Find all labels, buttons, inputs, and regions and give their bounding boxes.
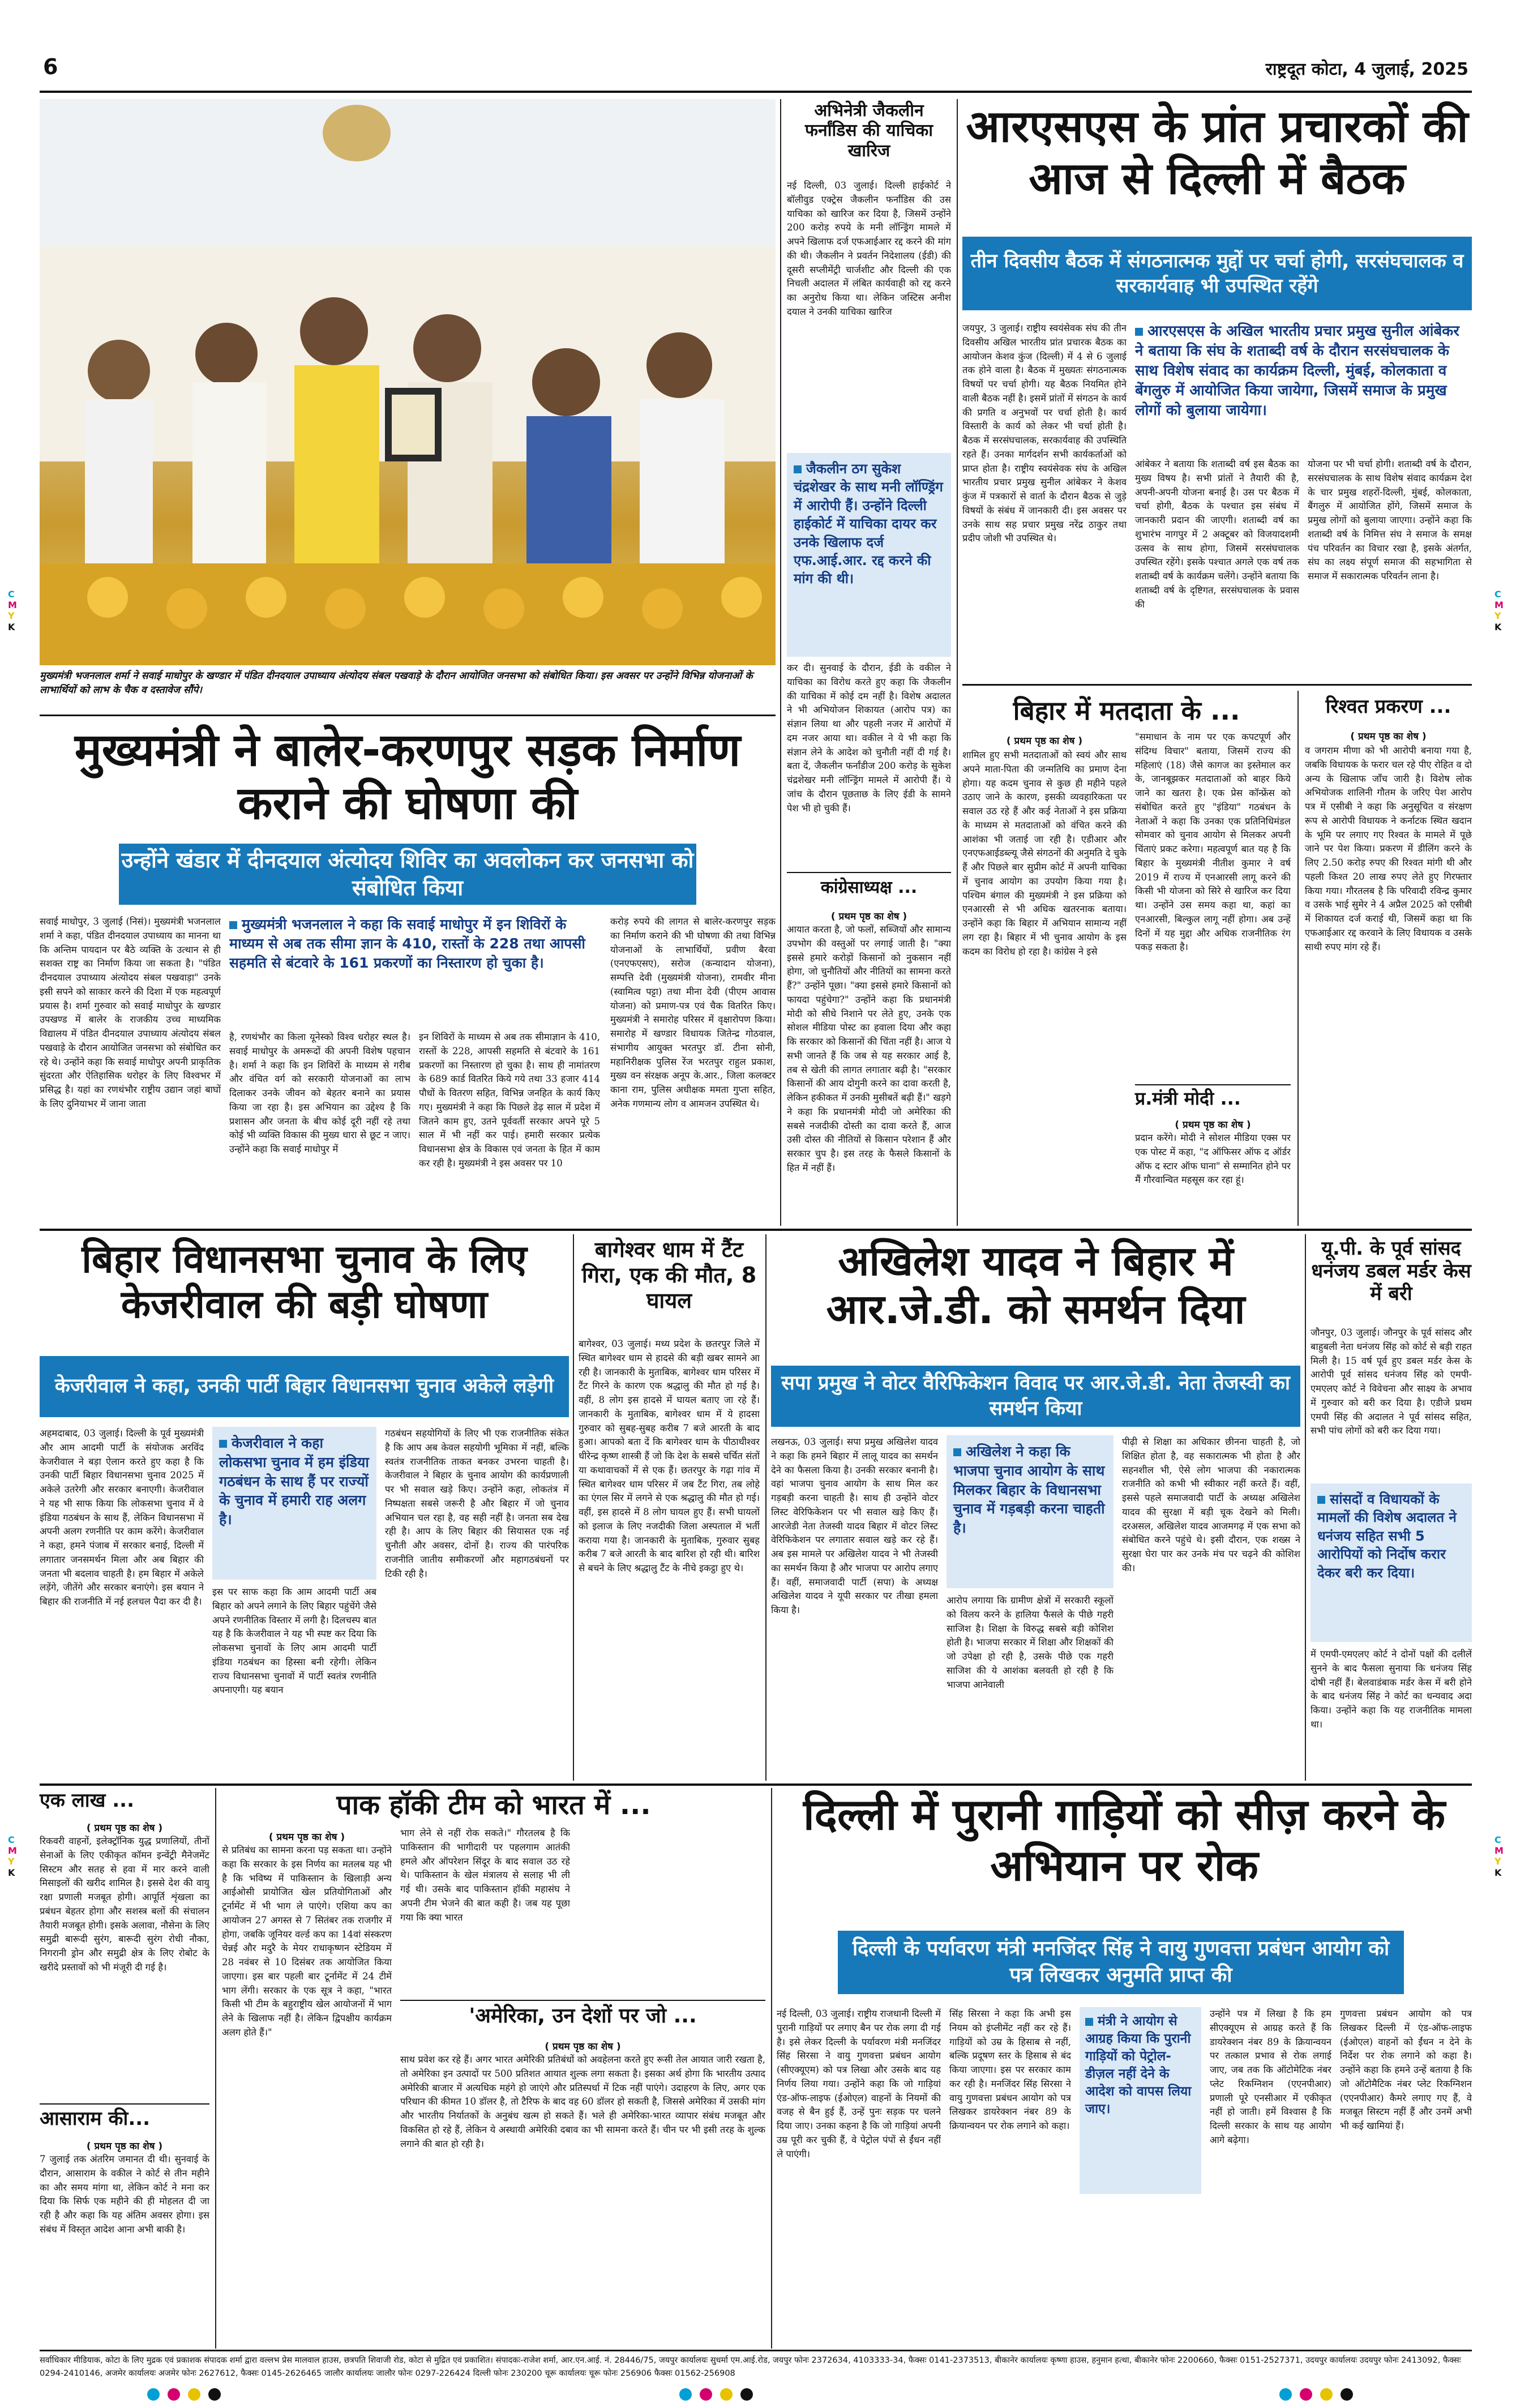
date-line: राष्ट्रदूत कोटा, 4 जुलाई, 2025 (1265, 59, 1468, 79)
delhi-vehicles-col3: उन्होंने पत्र में लिखा है कि हम सीएक्यूएम से आग्रह करते हैं कि डायरेक्शन नंबर 89 के क्रियान्वयन पर तत्काल प्रभाव से रोक लगाई जाए, जब तक कि ऑटोमेटिक नंबर प्लेट रिकग्निशन (एएनपीआर) प्रणाली पूरे एनसीआर में एकीकृत नहीं हो जाती। हमें विश्वास है कि दिल्ली सरकार के साथ यह आयोग आगे बढ़ेगा। (1210, 2008, 1331, 2145)
kejriwal-pull-quote: केजरीवाल ने कहा लोकसभा चुनाव में हम इंडिया गठबंधन के साथ हैं पर राज्यों के चुनाव में हमारी राह अलग है। (212, 1427, 376, 1580)
page-number: 6 (43, 54, 58, 79)
rule-above-america (400, 2000, 765, 2001)
delhi-vehicles-col4: गुणवत्ता प्रबंधन आयोग को पत्र लिखकर दिल्ली में एंड-ऑफ-लाइफ (ईओएल) वाहनों को ईंधन न देने के निर्देश पर रोक लगाने को कहा है। उन्होंने कहा कि हमने उन्हें बताया है कि जो ऑटोमैटिक नंबर प्लेट रिकग्निशन (एएनपीआर) कैमरे लगाए गए हैं, वे मजबूत सिस्टम नहीं हैं और उनमें अभी भी कई खामियां हैं। (1340, 2008, 1472, 2131)
pm-modi-body: प्रदान करेंगे। मोदी ने सोशल मीडिया एक्स पर एक पोस्ट में कहा, "द ऑफिसर ऑफ द ऑर्डर ऑफ द स्टार ऑफ घाना" से सम्मानित होने पर मैं गौरवान्वित महसूस कर रहा हूं। (1135, 1132, 1291, 1186)
cm-body-col2: है, रणथंभौर का किला यूनेस्को विश्व धरोहर स्थल है। सवाई माधोपुर के अमरूदों की अपनी विशेष पहचान है। शर्मा ने कहा कि इन शिविरों के माध्यम से गरीब और वंचित वर्ग को सरकारी योजनाओं का लाभ दिलाकर उनके जीवन को बेहतर बनाने का प्रयास किया जा रहा है। इस अभियान का उद्देश्य है कि प्रशासन और जनता के बीच कोई दूरी नहीं रहे तथा कोई भी व्यक्ति विकास की मुख्य धारा से छूट न जाए। उन्होंने कहा कि सवाई माधोपुर में (229, 1032, 410, 1154)
delhi-vehicles-col1: नई दिल्ली, 03 जुलाई। राष्ट्रीय राजधानी दिल्ली में पुरानी गाड़ियों पर लगाए बैन पर रोक लगा दी गई है। इसे लेकर दिल्ली के पर्यावरण मंत्री मनजिंदर सिंह सिरसा ने वायु गुणवत्ता प्रबंधन आयोग (सीएक्यूएम) को पत्र लिखा और उसके बाद यह निर्णय लिया गया। उन्होंने कहा कि जो गाड़ियां एंड-ऑफ-लाइफ (ईओएल) वाहनों के नियमों की वजह से बैन हुई हैं, उन्हें पुनः सड़क पर चलने दिया जाए। उनका कहना है कि जो गाड़ियां अपनी उम्र पूरी कर चुकी हैं, वे पेट्रोल पंपों से ईंधन नहीं ले पाएंगी। (777, 2008, 941, 2159)
bihar-voter-kicker: ( प्रथम पृष्ठ का शेष ) (1006, 735, 1083, 747)
color-bar-center (679, 2388, 753, 2401)
delhi-vehicles-subhead: दिल्ली के पर्यावरण मंत्री मनजिंदर सिंह ने वायु गुणवत्ता प्रबंधन आयोग को पत्र लिखकर अनुमति प्राप्त की (838, 1931, 1404, 1994)
cm-subhead: उन्होंने खंडार में दीनदयाल अंत्योदय शिविर का अवलोकन कर जनसभा को संबोधित किया (119, 844, 696, 905)
hockey-kicker: ( प्रथम पृष्ठ का शेष ) (268, 1832, 345, 1843)
rishwat-headline: रिश्वत प्रकरण ... (1325, 695, 1451, 718)
rss-pull-quote: आरएसएस के अखिल भारतीय प्रचार प्रमुख सुनील आंबेकर ने बताया कि संघ के शताब्दी वर्ष के दौरान सरसंघचालक के साथ विशेष संवाद का कार्यक्रम दिल्ली, मुंबई, कोलकाता व बेंगलुरु में आयोजित किया जायेगा, जिसमें समाज के प्रमुख लोगों को बुलाया जायेगा। (1135, 322, 1472, 452)
rule-above-asaram (40, 2103, 209, 2105)
divider-rishwat (1297, 691, 1299, 1226)
hockey-headline: पाक हॉकी टीम को भारत में ... (336, 1789, 651, 1821)
cm-body-col4: करोड़ रुपये की लागत से बालेर-करणपुर सड़क का निर्माण कराने की भी घोषणा की तथा विभिन्न योजनाओं के लाभार्थियों, प्रवीण बैरवा (एनएफएसए), सरोज (कन्यादान योजना), सम्पत्ति देवी (मुख्यमंत्री योजना), रामवीर मीना (स्वामित्व पट्टा) तथा मीना देवी (पीएम आवास योजना) को प्रमाण-पत्र एवं चैक वितरित किए। मुख्यमंत्री ने समारोह परिसर में वृक्षारोपण किया। समारोह में खण्डार विधायक जितेन्द्र गोठवाल, संभागीय आयुक्त भरतपुर डॉ. टीना सोनी, महानिरीक्षक पुलिस रेंज भरतपुर राहुल प्रकाश, मुख्य वन संरक्षक अनूप के.आर., जिला कलक्टर काना राम, पुलिस अधीक्षक ममता गुप्ता सहित, अनेक गणमान्य लोग व आमजन उपस्थित थे। (610, 916, 776, 1109)
color-bar-right (1279, 2388, 1353, 2401)
rss-body-col3: योजना पर भी चर्चा होगी। शताब्दी वर्ष के दौरान, सरसंघचालक के साथ विशेष संवाद कार्यक्रम देश के चार प्रमुख शहरों-दिल्ली, मुंबई, कोलकाता, बैंगलुरु में आयोजित होंगे, जिसमें समाज के प्रमुख लोगों को बुलाया जाएगा। उन्होंने कहा कि शताब्दी वर्ष के निमित्त संघ ने समाज के समक्ष पंच परिवर्तन का विचार रखा है, इसके अंतर्गत, संघ का लक्ष्य संपूर्ण समाज की सहभागिता से समाज में सकारात्मक परिवर्तन लाना है। (1308, 459, 1472, 581)
registration-marks-left: C M Y K (8, 589, 17, 632)
delhi-vehicles-headline: दिल्ली में पुरानी गाड़ियों को सीज़ करने के अभियान पर रोक (803, 1789, 1446, 1891)
america-headline: 'अमेरिका, उन देशों पर जो ... (469, 2004, 697, 2028)
kejriwal-headline: बिहार विधानसभा चुनाव के लिए केजरीवाल की बड़ी घोषणा (82, 1237, 527, 1328)
footer-imprint: सर्वाधिकार मीडियाक, कोटा के लिए मुद्रक एवं प्रकाशक संपादक शर्मा द्वारा वल्लभ प्रेस मालवाल हाउस, छत्रपति शिवाजी रोड, कोटा से मुद्रित एवं प्रकाशित। संपादकः-राजेश शर्मा, आर.एन.आई. नं. 28446/75, जयपुर कार्यालयः सुधर्मा एम.आई.रोड, जयपुर फोनः 2372634, 4103333-34, फैक्सः 0141-2373513, बीकानेर कार्यालयः कृष्णा हाउस, हनुमान हत्था, बीकानेर फोनः 2200660, फैक्सः 0151-2527371, उदयपुर कार्यालयः उदयपुर फोनः 2413092, फैक्सः 0294-2410146, अजमेर कार्यालयः अजमेर फोनः 2627612, फैक्सः 0145-2626465 जालौर कार्यालयः जालौर फोनः 0297-226424 दिल्ली फोनः 230200 चूरू कार्यालयः चूरू फोनः 256906 फैक्सः 01562-256908 (40, 2356, 1461, 2379)
jacqueline-body: नई दिल्ली, 03 जुलाई। दिल्ली हाईकोर्ट ने बॉलीवुड एक्ट्रेस जैकलीन फर्नांडिस की उस याचिका को खारिज कर दिया है, जिसमें उन्होंने 200 करोड़ रुपये के मनी लॉन्ड्रिंग मामले में अपने खिलाफ दर्ज एफआईआर रद्द करने की मांग की थी। जैकलीन ने प्रवर्तन निदेशालय (ईडी) की दूसरी सप्लीमेंट्री चार्जशीट और दिल्ली की एक निचली अदालत में लंबित कार्यवाही को रद्द करने का अनुरोध किया था। लेकिन जस्टिस अनीश दयाल ने उनकी याचिका खारिज (787, 180, 951, 317)
rule-under-rss (962, 684, 1472, 686)
kejriwal-subhead: केजरीवाल ने कहा, उनकी पार्टी बिहार विधानसभा चुनाव अकेले लड़ेगी (40, 1356, 569, 1417)
kejriwal-body-col1: अहमदाबाद, 03 जुलाई। दिल्ली के पूर्व मुख्यमंत्री और आम आदमी पार्टी के संयोजक अरविंद केजरीवाल ने बड़ा ऐलान करते हुए कहा है कि उनकी पार्टी बिहार विधानसभा चुनाव 2025 में अकेले उतरेगी और सरकार बनाएगी। केजरीवाल ने यह भी साफ किया कि लोकसभा चुनाव में वे इंडिया गठबंधन के साथ हैं, लेकिन विधानसभा में अपनी अलग रणनीति पर काम करेंगे। केजरीवाल ने कहा, हमने पंजाब में सरकार बनाई, दिल्ली में लगातार जनसमर्थन मिला और अब बिहार की जनता भी बदलाव चाहती है। हम बिहार में अकेले लड़ेंगे, जीतेंगे और सरकार बनाएंगे। इस बयान ने बिहार की राजनीति में नई हलचल पैदा कर दी है। (40, 1428, 204, 1607)
divider-jacqueline-left (780, 99, 781, 1226)
congress-headline: कांग्रेसाध्यक्ष ... (820, 878, 918, 897)
ek-lakh-kicker: ( प्रथम पृष्ठ का शेष ) (86, 1823, 163, 1834)
rule-under-jacqueline (787, 872, 951, 873)
akhilesh-body-col1: लखनऊ, 03 जुलाई। सपा प्रमुख अखिलेश यादव ने कहा कि हमने बिहार में लालू यादव का समर्थन देने का फैसला किया है। उनकी सरकार बनानी है। वहां भाजपा चुनाव आयोग के साथ मिल कर गड़बड़ी करना चाहती है। साथ ही उन्होंने वोटर लिस्ट वेरिफिकेशन पर भी सवाल खड़े किए हैं। आरजेडी नेता तेजस्वी यादव बिहार में वोटर लिस्ट वेरिफिकेशन पर लगातार सवाल खड़े कर रहे हैं। अब इस मामले पर अखिलेश यादव ने भी तेजस्वी का समर्थन किया है और भाजपा पर आरोप लगाए हैं। वहीं, समाजवादी पार्टी (सपा) के अध्यक्ष अखिलेश यादव ने यूपी सरकार पर तीखा हमला किया है। (771, 1436, 938, 1615)
america-kicker: ( प्रथम पृष्ठ का शेष ) (545, 2041, 621, 2052)
asaram-headline: आसाराम की... (40, 2107, 151, 2130)
cm-body-col3: इन शिविरों के माध्यम से अब तक सीमाज्ञान के 410, रास्तों के 228, आपसी सहमति से बंटवारे के 161 प्रकरणों का निस्तारण हो चुका है। साथ ही नामांतरण के 689 कार्ड वितरित किये गये तथा 33 हजार 414 पौधों के वितरण सहित, विभिन्न जनहित के कार्य किए गए। मुख्यमंत्री ने कहा कि पिछले डेढ़ साल में प्रदेश में जितने काम हुए, उतने पूर्ववर्ती सरकार अपने पूरे 5 साल में भी नहीं कर पाई। हमारी सरकार प्रत्येक विधानसभा क्षेत्र के विकास एवं जनता के हित में काम कर रही है। मुख्यमंत्री ने इस अवसर पर 10 (419, 1032, 600, 1169)
jacqueline-headline: अभिनेत्री जैकलीन फर्नांडिस की याचिका खारिज (804, 101, 933, 161)
up-mp-headline: यू.पी. के पूर्व सांसद धनंजय डबल मर्डर केस में बरी (1311, 1237, 1471, 1306)
rishwat-kicker: ( प्रथम पृष्ठ का शेष ) (1350, 731, 1427, 742)
header-rule (40, 91, 1472, 93)
divider-hockey-left (215, 1788, 216, 2349)
up-mp-pull-quote: सांसदों व विधायकों के मामलों की विशेष अदालत ने धनंजय सहित सभी 5 आरोपियों को निर्दोष करार देकर बरी कर दिया। (1311, 1483, 1472, 1642)
kejriwal-body-col3: गठबंधन सहयोगियों के लिए भी एक राजनीतिक संकेत है कि आप अब केवल सहयोगी भूमिका में नहीं, बल्कि स्वतंत्र राजनीतिक ताकत बनकर उभरना चाहती है। केजरीवाल ने बिहार के चुनाव आयोग की कार्यप्रणाली पर भी सवाल खड़े किए। उन्होंने कहा, लोकतंत्र में निष्पक्षता सबसे जरूरी है और बिहार में जो चुनाव अभियान चल रहा है, वह सही नहीं है। जनता सब देख रही है। आप के लिए बिहार की सियासत एक नई चुनौती और अवसर, दोनों है। राज्य की पारंपरिक राजनीति जातीय समीकरणों और महागठबंधनों पर टिकी रही है। (385, 1428, 569, 1579)
america-body: साथ प्रवेश कर रहे हैं। अगर भारत अमेरिकी प्रतिबंधों को अवहेलना करते हुए रूसी तेल आयात जारी रखता है, तो अमेरिका इन उत्पादों पर 500 प्रतिशत आयात शुल्क लगा सकता है। इसका अर्थ होगा कि भारतीय उत्पाद अमेरिकी बाजार में अत्यधिक महंगे हो जाएंगे और प्रतिस्पर्धा में टिक नहीं पाएंगे। उदाहरण के लिए, अगर एक परिधान की कीमत 10 डॉलर है, तो टैरिफ के बाद वह 60 डॉलर हो सकती है, जिससे अमेरिका में उसकी मांग और भारतीय निर्यातकों के अनुबंध खत्म हो सकते हैं। भले ही अमेरिका-भारत व्यापार संबंध मजबूत और विकसित हो रहे हैं, लेकिन ये अस्थायी अमेरिकी दबाव का भी सामना करते हैं। चीन पर भी इसी तरह के शुल्क लगाने की बात हो रही है। (400, 2054, 765, 2149)
jacqueline-pull-quote: जैकलीन ठग सुकेश चंद्रशेखर के साथ मनी लॉण्ड्रिंग में आरोपी हैं। उन्होंने दिल्ली हाईकोर्ट में याचिका दायर कर उनके खिलाफ दर्ज एफ.आई.आर. रद्द करने की मांग की थी। (787, 453, 951, 657)
divider-up-mp (1305, 1234, 1306, 1781)
akhilesh-pull-quote: अखिलेश ने कहा कि भाजपा चुनाव आयोग के साथ मिलकर बिहार के विधानसभा चुनाव में गड़बड़ी करना चाहती है। (947, 1435, 1114, 1588)
rule-under-photo (40, 715, 776, 716)
ek-lakh-body: रिकवरी वाहनों, इलेक्ट्रॉनिक युद्ध प्रणालियों, तीनों सेनाओं के लिए एकीकृत कॉमन इन्वेंट्री मैनेजमेंट सिस्टम और सतह से हवा में मार करने वाली मिसाइलों की खरीद शामिल है। इससे देश की वायु रक्षा प्रणाली मजबूत होगी। आपूर्ति शृंखला का प्रबंधन बेहतर होगा और सशस्त्र बलों की संचालन तैयारी मजबूत होगी। इसके अलावा, नौसेना के लिए समुद्री बारूदी सुरंग, बारूदी सुरंग रोधी नौका, निगरानी ड्रोन और समुद्री क्षेत्र के लिए रोबोट के खरीदे प्रस्तावों को भी मंजूरी दी गई है। (40, 1836, 209, 1973)
akhilesh-body-col2: आरोप लगाया कि ग्रामीण क्षेत्रों में सरकारी स्कूलों को विलय करने के हालिया फैसले के पीछे गहरी साजिश है। शिक्षा के विरुद्ध सबसे बड़ी कोशिश होती है। भाजपा सरकार में शिक्षा और शिक्षकों की जो उपेक्षा हो रही है, उसके पीछे एक गहरी साजिश की ये आशंका बलवती हो रही है कि भाजपा आनेवाली (947, 1595, 1114, 1690)
bageshwar-body: बागेश्वर, 03 जुलाई। मध्य प्रदेश के छतरपुर जिले में स्थित बागेश्वर धाम से हादसे की बड़ी खबर सामने आ रही है। जानकारी के मुताबिक, बागेश्वर धाम परिसर में टैंट गिरने के कारण एक श्रद्धालु की मौत हो गई है। वहीं, 8 लोग इस हादसे में घायल बताए जा रहे हैं। जानकारी के मुताबिक, बागेश्वर धाम में ये हादसा गुरुवार को सुबह-सुबह करीब 7 बजे आरती के बाद हुआ। आपको बता दें कि बागेश्वर धाम के पीठाधीश्वर धीरेन्द्र कृष्ण शास्त्री हैं जो कि देश के सबसे चर्चित संतों या कथावाचकों में से एक हैं। छतरपुर के गढ़ा गांव में स्थित बागेश्वर धाम परिसर में जब टैंट गिरा, तब लोहे का एंगल सिर में लगने से एक श्रद्धालु की मौत हो गई। वहीं, इस हादसे में 8 लोग घायल हुए हैं। सभी घायलों को इलाज के लिए नजदीकी जिला अस्पताल में भर्ती कराया गया है। जानकारी के मुताबिक, गुरुवार सुबह करीब 7 बजे आरती के बाद बारिश हो रही थी। बारिश से बचने के लिए श्रद्धालु टैंट के नीचे इकट्ठा हुए थे। (579, 1338, 760, 1573)
pm-modi-kicker: ( प्रथम पृष्ठ का शेष ) (1175, 1119, 1251, 1131)
akhilesh-subhead: सपा प्रमुख ने वोटर वैरिफिकेशन विवाद पर आर.जे.डी. नेता तेजस्वी का समर्थन किया (771, 1366, 1300, 1427)
akhilesh-body-col3: पीढ़ी से शिक्षा का अधिकार छीनना चाहती है, जो शिक्षित होता है, वह सकारात्मक भी होता है और सहनशील भी, ऐसे लोग भाजपा की नकारात्मक राजनीति को कभी भी स्वीकार नहीं करते हैं। वहीं, इससे पहले समाजवादी पार्टी के अध्यक्ष अखिलेश यादव की सुरक्षा में बड़ी चूक देखने को मिली। दरअसल, अखिलेश यादव आजमगढ़ में एक सभा को संबोधित करने पहुंचे थे। इसी दौरान, एक शख्स ने सुरक्षा घेरा पार कर उनके मंच पर चढ़ने की कोशिश की। (1122, 1436, 1300, 1573)
up-mp-body-2: में एमपी-एमएलए कोर्ट ने दोनों पक्षों की दलीलें सुनने के बाद फैसला सुनाया कि धनंजय सिंह दोषी नहीं हैं। बेलवाडंबाक मर्डर केस में बरी होने के बाद धनंजय सिंह ने कोर्ट का धन्यवाद अदा किया। उन्होंने कहा कि यह राजनीतिक मामला था। (1311, 1649, 1472, 1730)
asaram-kicker: ( प्रथम पृष्ठ का शेष ) (86, 2141, 163, 2152)
rss-body-col2: आंबेकर ने बताया कि शताब्दी वर्ष इस बैठक का मुख्य विषय है। सभी प्रांतों ने तैयारी की है, अपनी-अपनी योजना बनाई है। उस पर बैठक में चर्चा होगी, बैठक के पश्चात इस संबंध में जानकारी प्रदान की जाएगी। शताब्दी वर्ष का शुभारंभ नागपुर में 2 अक्टूबर को विजयादशमी उत्सव के साथ होगा, जिसमें सरसंघचालक उपस्थित रहेंगे। इसके पश्चात अगले एक वर्ष तक शताब्दी वर्ष के कार्यक्रम चलेंगे। उन्होंने बताया कि शताब्दी वर्ष के दृष्टिगत, सरसंघचालक के प्रवास की (1135, 459, 1299, 610)
divider-bageshwar-left (573, 1234, 574, 1781)
page-header (40, 50, 1472, 89)
rss-headline: आरएसएस के प्रांत प्रचारकों की आज से दिल्ली में बैठक (966, 101, 1468, 205)
cm-pull-quote: मुख्यमंत्री भजनलाल ने कहा कि सवाई माधोपुर में इन शिविरों के माध्यम से अब तक सीमा ज्ञान के 410, रास्तों के 228 तथा आपसी सहमति से बंटवारे के 161 प्रकरणों का निस्तारण हो चुका है। (229, 915, 603, 1023)
rule-above-pm-modi (1135, 1084, 1291, 1085)
bihar-voter-col1: शामिल हुए सभी मतदाताओं को स्वयं और साथ अपने माता-पिता की जन्मतिथि का प्रमाण देना होगा। यह कदम चुनाव से कुछ ही महीने पहले उठाए जाने के कारण, इसकी व्यवहारिकता पर सवाल उठ रहे हैं और कई नेताओं ने इस प्रक्रिया के माध्यम से मतदाताओं को वंचित करने की आशंका भी जताई जा रही है। एडीआर और एनएफआईडब्ल्यू जैसे संगठनों की अनुमति दे चुके हैं और पिछले बार सुप्रीम कोर्ट में अपनी याचिका में चुनाव आयोग का उपयोग किया गया है। पश्चिम बंगाल की मुख्यमंत्री ने इस प्रक्रिया को एनआरसी से भी अधिक खतरनाक बताया। उन्होंने कहा कि बिहार में अभियान सामान्य नहीं लग रहा है। बिहार में भी चुनाव आयोग के इस कदम का विरोध हो रहा है। कांग्रेस ने इसे (962, 750, 1127, 957)
delhi-vehicles-col2: सिंह सिरसा ने कहा कि अभी इस नियम को इंप्लीमेंट नहीं कर रहे हैं। गाड़ियों को उम्र के हिसाब से नहीं, बल्कि प्रदूषण स्तर के हिसाब से बंद किया जाएगा। इस पर सरकार काम कर रही है। मनजिंदर सिंह सिरसा ने वायु गुणवत्ता प्रबंधन आयोग को पत्र लिखकर डायरेक्शन नंबर 89 के क्रियान्वयन पर रोक लगाने को कहा। (949, 2008, 1071, 2131)
jacqueline-body-2: कर दी। सुनवाई के दौरान, ईडी के वकील ने याचिका का विरोध करते हुए कहा कि जैकलीन की याचिका में कोई दम नहीं है। विशेष अदालत ने भी अभियोजन शिकायत (आरोप पत्र) का संज्ञान लिया था और पहली नजर में आरोपों में दम नजर आया था। वकील ने ये भी कहा कि संज्ञान लेने के आदेश को चुनौती नहीं दी गई है। बता दें, जैकलीन फर्नांडीज 200 करोड़ के सुकेश चंद्रशेखर मनी लॉन्ड्रिंग मामले में आरोपी हैं। ये जांच के दौरान पूछताछ के लिए ईडी के सामने पेश भी हो चुकी हैं। (787, 662, 951, 814)
registration-marks-right-2: C M Y K (1494, 1834, 1504, 1878)
registration-marks-left-2: C M Y K (8, 1834, 17, 1878)
ek-lakh-headline: एक लाख ... (40, 1789, 135, 1812)
rss-body-col1: जयपुर, 3 जुलाई। राष्ट्रीय स्वयंसेवक संघ की तीन दिवसीय अखिल भारतीय प्रांत प्रचारक बैठक का आयोजन केशव कुंज (दिल्ली) में 4 से 6 जुलाई तक होने वाला है। बैठक में मुख्यतः संगठनात्मक विषयों पर चर्चा होगी। यह बैठक नियमित होने वाली बैठक नहीं है। इसमें प्रांतों में संगठन के कार्य की प्रगति व अनुभवों पर चर्चा होती है। कार्य विस्तारी के कार्य को लेकर भी चर्चा होती है। बैठक में सरसंघचालक, सरकार्यवाह की उपस्थिति रहते हैं। उनका मार्गदर्शन सभी कार्यकर्ताओं को प्राप्त होता है। राष्ट्रीय स्वयंसेवक संघ के अखिल भारतीय प्रचार प्रमुख सुनील आंबेकर ने केशव कुंज में पत्रकारों से वार्ता के दौरान बैठक से जुड़े विषयों के संबंध में जानकारी दी। इस अवसर पर उनके साथ सह प्रचार प्रमुख नरेंद्र ठाकुर तथा प्रदीप जोशी भी उपस्थित थे। (962, 323, 1127, 544)
cm-event-photo (40, 99, 776, 665)
pm-modi-headline: प्र.मंत्री मोदी ... (1135, 1088, 1241, 1109)
congress-kicker: ( प्रथम पृष्ठ का शेष ) (830, 911, 907, 922)
lower-page-rule (40, 1783, 1472, 1786)
kejriwal-body-col2: इस पर साफ कहा कि आम आदमी पार्टी अब बिहार को अपने लगाने के लिए बिहार पहुंचेंगे जैसे अपने रणनीतिक विस्तार में लगी है। दिलचस्प बात यह है कि केजरीवाल ने यह भी स्पष्ट कर दिया कि लोकसभा चुनावों के लिए आम आदमी पार्टी इंडिया गठबंधन का हिस्सा बनी रहेगी। लेकिन राज्य विधानसभा चुनावों में पार्टी स्वतंत्र रणनीति अपनाएगी। यह बयान (212, 1586, 376, 1696)
footer-rule (40, 2350, 1472, 2351)
hockey-body-col1: से प्रतिबंध का सामना करना पड़ सकता था। उन्होंने कहा कि सरकार के इस निर्णय का मतलब यह भी है कि भविष्य में पाकिस्तान के खिलाड़ी अन्य आईओसी प्रायोजित खेल प्रतियोगिताओं और टूर्नामेंट में भी भाग ले पाएंगे। एशिया कप का आयोजन 27 अगस्त से 7 सितंबर तक राजगीर में होगा, जबकि जूनियर वर्ल्ड कप का 14वां संस्करण चेन्नई और मदुरै के मेयर राधाकृष्णन स्टेडियम में 28 नवंबर से 10 दिसंबर तक आयोजित किया जाएगा। इस बार पहली बार टूर्नामेंट में 24 टीमें भाग लेंगी। सरकार के एक सूत्र ने कहा, "भारत किसी भी टीम के बहुराष्ट्रीय खेल आयोजनों में भाग लेने के खिलाफ नहीं है। लेकिन द्विपक्षीय कार्यक्रम अलग होते हैं।" (222, 1845, 392, 2038)
bihar-voter-col2: "समाधान के नाम पर एक कपटपूर्ण और संदिग्ध विचार" बताया, जिसमें राज्य की महिलाएं (18) जैसे कागज का इस्तेमाल कर के, जानबूझकर मतदाताओं को बाहर किये जाने का खतरा है। एक प्रेस कॉन्फ्रेंस को संबोधित करते हुए "इंडिया" गठबंधन के नेताओं ने कहा कि उनका एक प्रतिनिधिमंडल सोमवार को चुनाव आयोग से मिलकर अपनी चिंताएं प्रकट करेगा। महत्वपूर्ण बात यह है कि बिहार के मुख्यमंत्री नीतीश कुमार ने वर्ष 2019 में राज्य में एनआरसी लागू करने की किसी भी योजना को सिरे से खारिज कर दिया था। उन्होंने उस समय कहा था, कहां का एनआरसी, बिल्कुल लागू नहीं होगा। अब उन्हें दिनों में यह मुद्दा और अधिक राजनीतिक रंग पकड़ सकता है। (1135, 732, 1291, 953)
up-mp-body: जौनपुर, 03 जुलाई। जौनपुर के पूर्व सांसद और बाहुबली नेता धनंजय सिंह को कोर्ट से बड़ी राहत मिली है। 15 वर्ष पूर्व हुए डबल मर्डर केस के आरोपी पूर्व सांसद धनंजय सिंह को एमपी-एमएलए कोर्ट ने विवेचना और साक्ष्य के अभाव में गुरुवार को बरी कर दिया है। एडीजे प्रथम एमपी सिंह की अदालत ने पूर्व सांसद सहित, सभी पांच लोगों को बरी कर दिया गया। (1311, 1327, 1472, 1436)
congress-body: आयात करता है, जो फलों, सब्जियों और सामान्य उपभोग की वस्तुओं पर लगाई जाती है। "क्या इससे हमारे करोड़ों किसानों को नुकसान नहीं होगा, जो चुनौतियों और नीतियों का सामना करते हैं?" उन्होंने पूछा। "क्या इससे हमारे किसानों को फायदा पहुंचेगा?" उन्होंने कहा कि प्रधानमंत्री मोदी को सीधे निशाने पर लेते हुए, उनके एक सोशल मीडिया पोस्ट का हवाला दिया और कहा कि सरकार को किसानों की चिंता नहीं है। आज ये सभी जानते हैं कि जब से यह सरकार आई है, तब से खेती की लागत लगातार बढ़ी है। "सरकार किसानों की आय दोगुनी करने का दावा करती है, लेकिन हकीकत में उनकी मुसीबतें बढ़ी हैं।" खड़गे ने कहा कि प्रधानमंत्री मोदी जो अमेरिका की सबसे नजदीकी दोस्ती का दावा करते हैं, आज उसी दोस्त की नीतियों से किसान परेशान हैं और सरकार चुप है। इस तरह के फैसले किसानों के हित में नहीं हैं। (787, 924, 951, 1173)
event-scene-illustration (40, 99, 776, 665)
mid-page-rule (40, 1229, 1472, 1231)
registration-marks-right: C M Y K (1494, 589, 1504, 632)
asaram-body: 7 जुलाई तक अंतरिम जमानत दी थी। सुनवाई के दौरान, आसाराम के वकील ने कोर्ट से तीन महीने का और समय मांगा था, लेकिन कोर्ट ने मना कर दिया कि सिर्फ एक महीने की ही मोहलत दी जा रही है और कहा कि यह अंतिम अवसर होगा। इस संबंध में विस्तृत आदेश आना अभी बाकी है। (40, 2154, 209, 2235)
akhilesh-headline: अखिलेश यादव ने बिहार में आर.जे.डी. को समर्थन दिया (826, 1237, 1245, 1333)
divider-bageshwar-right (765, 1234, 766, 1781)
delhi-vehicles-pull-quote: मंत्री ने आयोग से आग्रह किया कि पुरानी गाड़ियों को पेट्रोल-डीज़ल नहीं देने के आदेश को वापस लिया जाए। (1080, 2007, 1201, 2194)
color-bar-left (147, 2388, 221, 2401)
hockey-body-col2: भाग लेने से नहीं रोक सकते।" गौरतलब है कि पाकिस्तान की भागीदारी पर पहलगाम आतंकी हमले और ऑपरेशन सिंदूर के बाद सवाल उठ रहे थे। पाकिस्तान के खेल मंत्रालय से सलाह भी ली गई थी। उसके बाद पाकिस्तान हॉकी महासंघ ने अपनी टीम भेजने की बात कही है। जब यह पूछा गया कि क्या भारत (400, 1828, 570, 1923)
divider-jacqueline-right (957, 99, 958, 1226)
bageshwar-headline: बागेश्वर धाम में टैंट गिरा, एक की मौत, 8 घायल (581, 1237, 757, 1313)
bihar-voter-headline: बिहार में मतदाता के ... (1013, 695, 1240, 726)
rss-subhead: तीन दिवसीय बैठक में संगठनात्मक मुद्दों पर चर्चा होगी, सरसंघचालक व सरकार्यवाह भी उपस्थित रहेंगे (962, 237, 1472, 310)
cm-headline: मुख्यमंत्री ने बालेर-करणपुर सड़क निर्माण कराने की घोषणा की (74, 724, 741, 830)
divider-delhi-left (771, 1788, 772, 2349)
cm-body-col1: सवाई माधोपुर, 3 जुलाई (निसं)। मुख्यमंत्री भजनलाल शर्मा ने कहा, पंडित दीनदयाल उपाध्याय का मानना था कि अन्तिम पायदान पर बैठे व्यक्ति के उत्थान से ही सशक्त राष्ट्र का निर्माण किया जा सकता है। "पंडित दीनदयाल उपाध्याय अंत्योदय संबल पखवाड़ा" उनके इसी सपने को साकार करने की दिशा में एक महत्वपूर्ण प्रयास है। शर्मा गुरुवार को सवाई माधोपुर के खण्डार उपखण्ड में बालेर के राजकीय उच्च माध्यमिक विद्यालय में पंडित दीनदयाल उपाध्याय अंत्योदय संबल पखवाड़े के दौरान आयोजित जनसभा को संबोधित कर रहे थे। उन्होंने कहा कि सवाई माधोपुर अपनी प्राकृतिक सुंदरता और ऐतिहासिक धरोहर के लिए विश्वभर में प्रसिद्ध है। यहां का रणथंभौर राष्ट्रीय उद्यान जहां बाघों के लिए दुनियाभर में जाना जाता (40, 916, 221, 1109)
rishwat-body: व जगराम मीणा को भी आरोपी बनाया गया है, जबकि विधायक के फरार चल रहे पीए रोहित व दो अन्य के खिलाफ जाँच जारी है। विशेष लोक अभियोजक शालिनी गौतम के जरिए पेश आरोप पत्र में एसीबी ने कहा कि अनुसूचित व संरक्षण रूप से आरोपी विधायक ने कर्नाटक स्थित खदान के भूमि पर लगाए गए रिश्वत के मामले में पूछे जाने पर पेश किया। प्रकरण में डीलिंग करने के लिए 2.50 करोड़ रुपए की रिश्वत मांगी थी और पहली किश्त 20 लाख रुपए लेते हुए गिरफ्तार किया गया। गौरतलब है कि परिवादी रविन्द्र कुमार व उसके भाई सुमेर ने 4 अप्रैल 2025 को एसीबी में शिकायत दर्ज कराई थी, जिसमें कहा था कि एफआईआर रद्द करवाने के लिए विधायक व उसके साथी रुपए मांग रहे हैं। (1305, 745, 1472, 952)
cm-photo-caption: मुख्यमंत्री भजनलाल शर्मा ने सवाई माधोपुर के खण्डार में पंडित दीनदयाल उपाध्याय अंत्योदय संबल पखवाड़े के दौरान आयोजित जनसभा को संबोधित किया। इस अवसर पर उन्होंने विभिन्न योजनाओं के लाभार्थियों को लाभ के चैक व दस्तावेज सौंपे। (40, 670, 753, 696)
